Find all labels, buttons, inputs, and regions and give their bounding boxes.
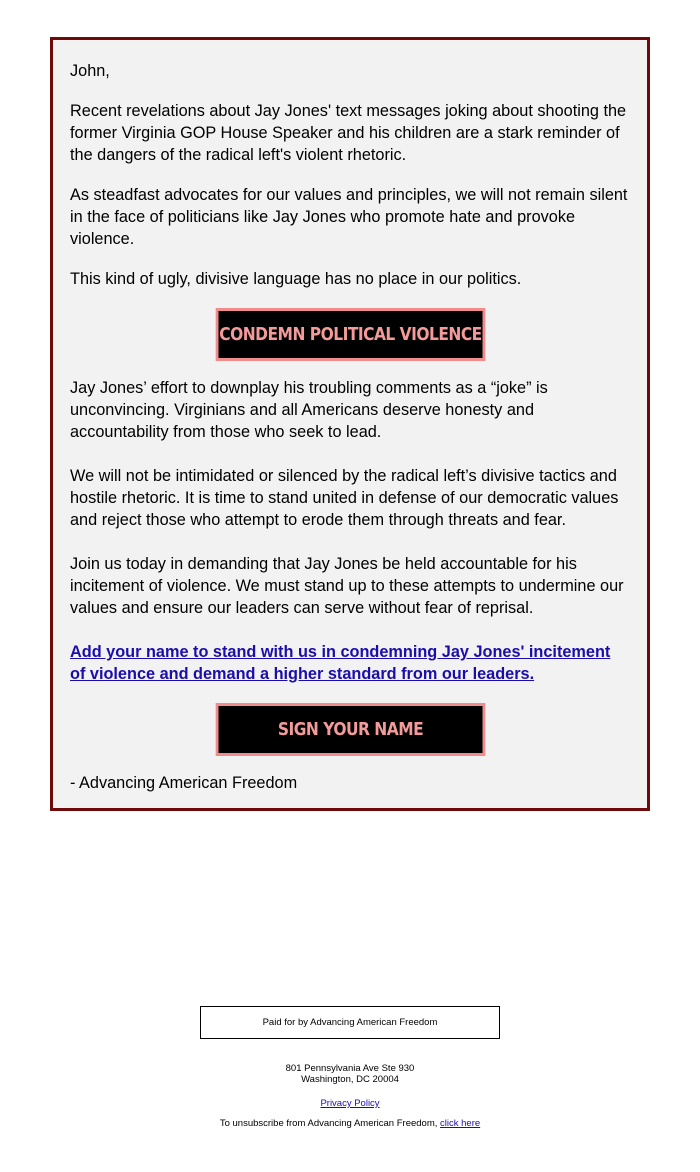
sign-your-name-button[interactable]: SIGN YOUR NAME [215,703,484,756]
paragraph-joke: Jay Jones’ effort to downplay his troubling comments as a “joke” is unconvincing. Virginians and all Americans deserve honesty and accountability from those who seek to lead. [70,379,548,441]
paragraph-advocates: As steadfast advocates for our values and principles, we will not remain silent in the face of politicians like Jay Jones who promote hate and provoke violence. [70,186,628,248]
unsubscribe-text: To unsubscribe from Advancing American Freedom, [219,1118,441,1129]
privacy-policy-link[interactable]: Privacy Policy [320,1098,380,1109]
paid-for-disclaimer: Paid for by Advancing American Freedom [200,1006,500,1039]
paragraph-join-us: Join us today in demanding that Jay Jones be held accountable for his incitement of violence. We must stand up to these attempts to undermine our values and ensure our leaders can serve without fear of reprisal. [70,555,624,617]
paragraph-not-intimidated: We will not be intimidated or silenced by the radical left’s divisive tactics and hostile rhetoric. It is time to stand united in defense of our democratic values and reject those who attempt to erode them through threats and fear. [70,467,619,529]
add-your-name-link[interactable]: Add your name to stand with us in condemning Jay Jones' incitement of violence and demand a higher standard from our leaders. [70,643,611,683]
email-frame [50,37,650,811]
paragraph-divisive-language: This kind of ugly, divisive language has no place in our politics. [70,270,522,288]
unsubscribe-link[interactable]: click here [440,1118,481,1129]
email-body [53,40,647,794]
address-line-2: Washington, DC 20004 [301,1074,399,1085]
greeting: John, [70,62,110,80]
paragraph-revelations: Recent revelations about Jay Jones' text messages joking about shooting the former Virginia GOP House Speaker and his children are a stark reminder of the dangers of the radical left's violent rhetoric. [70,102,627,164]
cta-condemn-wrap [70,308,630,361]
footer-unsubscribe [0,1118,700,1129]
condemn-political-violence-button[interactable]: CONDEMN POLITICAL VIOLENCE [215,308,484,361]
address-line-1: 801 Pennsylvania Ave Ste 930 [285,1063,415,1074]
cta-sign-wrap [70,703,630,756]
footer-address [0,1063,700,1085]
add-name-link-paragraph [70,641,630,685]
signature: - Advancing American Freedom [70,774,298,792]
footer-privacy [0,1098,700,1109]
